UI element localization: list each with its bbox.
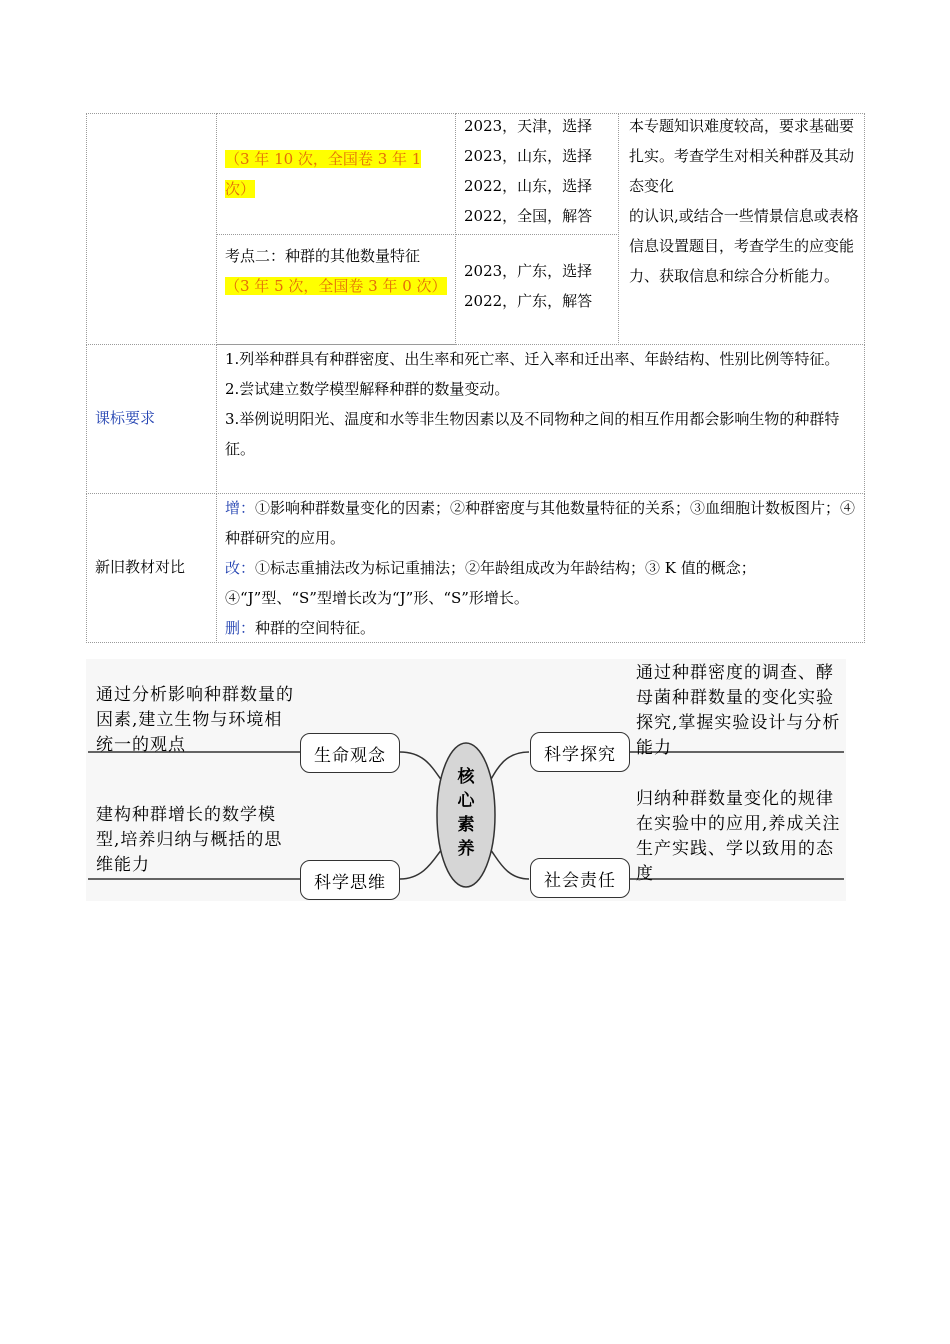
center-label: 核心素养 — [457, 767, 475, 859]
comparison-delete — [225, 613, 857, 643]
life-concept-text: 通过分析影响种群数量的因素,建立生物与环境相统一的观点 — [96, 685, 294, 755]
curriculum-item: 2.尝试建立数学模型解释种群的数量变动。 — [225, 380, 510, 398]
delete-label: 删： — [225, 619, 256, 637]
change-label: 改： — [225, 559, 256, 577]
exam-records-2-cell — [455, 234, 619, 345]
exam-record: 2023，广东，选择 — [464, 262, 593, 280]
exam-record: 2022，广东，解答 — [464, 292, 593, 310]
comparison-content-cell — [216, 493, 865, 643]
add-label: 增： — [225, 499, 256, 517]
analysis-text: 本专题知识难度较高，要求基础要扎实。考查学生对相关种群及其动态变化 — [629, 117, 855, 195]
delete-text: 种群的空间特征。 — [255, 619, 376, 637]
exam-point-2-title: 考点二：种群的其他数量特征 — [225, 247, 421, 265]
comparison-label-cell — [86, 493, 217, 643]
science-inquiry-text: 通过种群密度的调查、酵母菌种群数量的变化实验探究,掌握实验设计与分析能力 — [636, 663, 841, 758]
analysis-cell — [618, 113, 865, 345]
exam-record: 2023，天津，选择 — [464, 117, 593, 135]
social-responsibility-text: 归纳种群数量变化的规律在实验中的应用,养成关注生产实践、学以致用的态度 — [636, 789, 841, 884]
comparison-label: 新旧教材对比 — [95, 558, 186, 576]
curriculum-label: 课标要求 — [95, 409, 156, 427]
life-concept-node: 生命观念 — [300, 733, 400, 773]
comparison-add — [225, 493, 857, 553]
change-text: ①标志重捕法改为标记重捕法；②年龄组成改为年龄结构；③ K 值的概念；④“J”型、“S”型增长改为“J”形、“S”形增长。 — [225, 559, 756, 607]
science-thinking-node: 科学思维 — [300, 860, 400, 900]
exam-record: 2023，山东，选择 — [464, 147, 593, 165]
science-thinking-text: 建构种群增长的数学模型,培养归纳与概括的思维能力 — [96, 805, 283, 875]
exam-point-2-cell — [216, 234, 456, 345]
exam-analysis-table — [86, 113, 865, 643]
comparison-change — [225, 553, 857, 613]
curriculum-label-cell — [86, 344, 217, 494]
exam-record: 2022，全国，解答 — [464, 207, 593, 225]
curriculum-item: 3.举例说明阳光、温度和水等非生物因素以及不同物种之间的相互作用都会影响生物的种群特征。 — [225, 410, 840, 458]
curriculum-content-cell — [216, 344, 865, 494]
science-inquiry-node: 科学探究 — [530, 732, 630, 772]
exam-records-1-cell — [455, 113, 619, 235]
add-text: ①影响种群数量变化的因素；②种群密度与其他数量特征的关系；③血细胞计数板图片；④种群研究的应用。 — [225, 499, 856, 547]
exam-point-1-cell — [216, 113, 456, 235]
exam-point-2-count: （3 年 5 次，全国卷 3 年 0 次） — [225, 277, 447, 295]
blank-cell — [86, 113, 217, 345]
core-literacy-mindmap — [86, 659, 846, 901]
exam-record: 2022，山东，选择 — [464, 177, 593, 195]
exam-point-1-count: （3 年 10 次，全国卷 3 年 1 次） — [225, 150, 422, 198]
curriculum-item: 1.列举种群具有种群密度、出生率和死亡率、迁入率和迁出率、年龄结构、性别比例等特征。 — [225, 350, 840, 368]
analysis-text: 的认识,或结合一些情景信息或表格信息设置题目，考查学生的应变能力、获取信息和综合分析能力。 — [629, 207, 859, 285]
social-responsibility-node: 社会责任 — [530, 858, 630, 898]
